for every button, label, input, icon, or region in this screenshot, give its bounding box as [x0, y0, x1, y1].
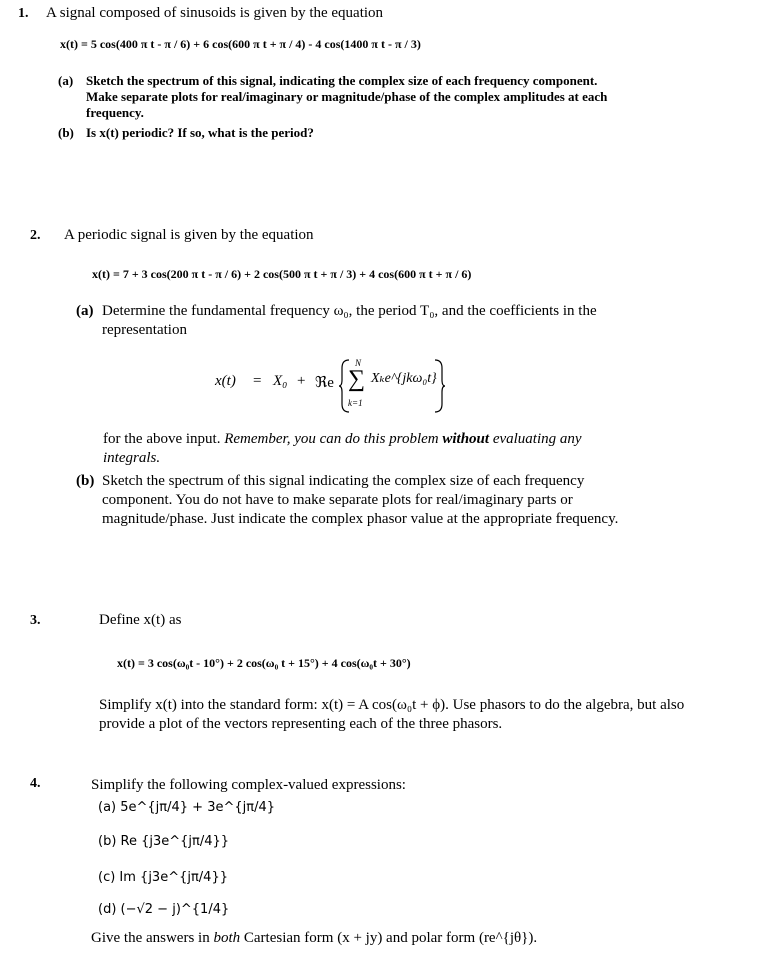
problem-4-item-a: (a) 5e^{jπ/4} + 3e^{jπ/4} — [98, 800, 275, 815]
part-text: Sketch the spectrum of this signal, indicating the complex size of each frequency component. Make separate plots for real/imaginary or magnitude/phase of the complex amplitudes at each frequency. — [86, 73, 608, 120]
formula-x0: X₀ — [273, 373, 288, 389]
followup-prefix: for the above input. — [103, 431, 221, 447]
representation-formula — [215, 356, 445, 416]
problem-1-part-b — [58, 125, 314, 141]
part-label: (b) — [58, 125, 74, 140]
problem-3-intro: Define x(t) as — [99, 612, 182, 628]
problem-4-item-b: (b) Re {j3e^{jπ/4}} — [98, 834, 230, 849]
closing-italic: both — [213, 930, 241, 946]
sum-lower-limit: k=1 — [348, 398, 363, 408]
problem-4-closing — [91, 930, 537, 947]
formula-equals: = — [253, 373, 262, 389]
followup-bold: without — [442, 431, 490, 447]
problem-1-part-a — [58, 73, 628, 121]
problem-1-equation: x(t) = 5 cos(400 π t - π / 6) + 6 cos(600 π t + π / 4) - 4 cos(1400 π t - π / 3) — [60, 37, 421, 51]
problem-4-item-c: (c) Im {j3e^{jπ/4}} — [98, 870, 228, 885]
problem-2-intro: A periodic signal is given by the equation — [64, 227, 314, 243]
problem-3-number: 3. — [30, 613, 41, 628]
closing-prefix: Give the answers in — [91, 930, 210, 946]
part-label: (a) — [76, 303, 94, 319]
problem-2-followup — [103, 430, 633, 468]
problem-2-part-b — [76, 472, 636, 529]
followup-italic-1: Remember, you can do this problem — [224, 431, 439, 447]
sum-term: Xₖe^{jkω₀t} — [371, 371, 437, 386]
formula-lhs: x(t) — [215, 373, 236, 389]
closing-suffix: Cartesian form (x + jy) and polar form (re^{jθ}). — [243, 930, 538, 946]
part-text: Is x(t) periodic? If so, what is the period? — [86, 125, 314, 140]
part-text: Determine the fundamental frequency ω₀, the period T₀, and the coefficients in the representation — [102, 303, 597, 338]
part-label: (a) — [58, 73, 74, 88]
part-label: (b) — [76, 473, 95, 489]
part-text: Sketch the spectrum of this signal indicating the complex size of each frequency component. You do not have to make separate plots for real/imaginary parts or magnitude/phase. Just indicate the complex phasor value at the appropriate frequency. — [102, 473, 619, 527]
problem-3-text: Simplify x(t) into the standard form: x(t) = A cos(ω₀t + ϕ). Use phasors to do the algebra, but also provide a plot of the vectors representing each of the three phasors. — [99, 697, 685, 732]
followup-italic-2: evaluating any integrals. — [103, 431, 582, 466]
formula-real-part: ℜe — [315, 375, 334, 391]
problem-3-equation: x(t) = 3 cos(ω₀t - 10°) + 2 cos(ω₀ t + 15°) + 4 cos(ω₀t + 30°) — [117, 656, 411, 670]
problem-2-equation: x(t) = 7 + 3 cos(200 π t - π / 6) + 2 cos(500 π t + π / 3) + 4 cos(600 π t + π / 6) — [92, 267, 472, 281]
formula-plus: + — [297, 373, 306, 389]
problem-4-intro: Simplify the following complex-valued expressions: — [91, 777, 406, 793]
sigma-icon: ∑ — [348, 366, 366, 392]
problem-4-item-d: (d) (−√2 − j)^{1/4} — [98, 902, 230, 917]
problem-1-number: 1. — [18, 6, 29, 21]
problem-1-intro: A signal composed of sinusoids is given by the equation — [46, 5, 384, 21]
problem-4-number: 4. — [30, 776, 41, 791]
problem-2-number: 2. — [30, 228, 41, 243]
problem-2-part-a — [76, 302, 636, 340]
sum-upper-limit: N — [355, 358, 362, 368]
